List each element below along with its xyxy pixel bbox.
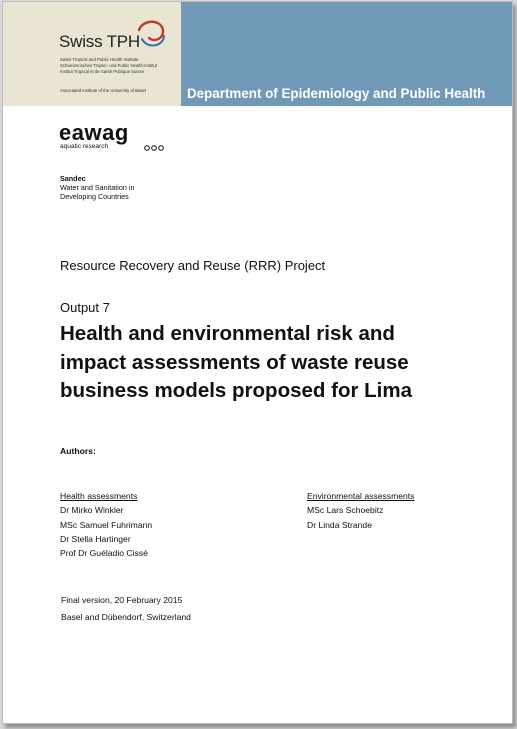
- document-title: [60, 320, 500, 406]
- swiss-tph-institute-names: [60, 57, 190, 75]
- version-date: Final version, 20 February 2015: [61, 595, 183, 605]
- health-authors-column: [60, 489, 152, 560]
- title-line: Health and environmental risk and: [60, 322, 395, 345]
- institute-name-line: Institut Tropical et de Santé Publique Suisse: [60, 69, 145, 74]
- author-name: MSc Samuel Fuhrimann: [60, 519, 153, 530]
- header-banner: [3, 2, 512, 106]
- eawag-dots-icon: [144, 144, 168, 152]
- version-block: [61, 592, 191, 625]
- associated-institute-text: Associated Institute of the University of Basel: [60, 88, 146, 93]
- title-line: business models proposed for Lima: [60, 379, 412, 402]
- swiss-tph-logo-text: Swiss TPH: [59, 32, 141, 51]
- swiss-tph-swirl-icon: [133, 16, 169, 52]
- sandec-name: Sandec: [60, 174, 86, 183]
- document-page: [2, 1, 513, 724]
- eawag-tagline: aquatic research: [60, 143, 109, 150]
- sandec-line: Developing Countries: [60, 192, 129, 201]
- health-assessments-heading: Health assessments: [60, 491, 138, 501]
- sandec-block: [60, 174, 134, 201]
- authors-heading: Authors:: [60, 446, 96, 456]
- author-name: Dr Mirko Winkler: [60, 505, 124, 516]
- department-title: Department of Epidemiology and Public Health: [187, 86, 486, 101]
- environmental-assessments-heading: Environmental assessments: [307, 491, 415, 501]
- institute-name-line: Schweizerisches Tropen- und Public Health-Institut: [60, 63, 157, 68]
- title-line: impact assessments of waste reuse: [60, 350, 409, 374]
- author-name: Prof Dr Guéladio Cissé: [60, 548, 148, 559]
- location: Basel and Dübendorf, Switzerland: [61, 611, 191, 622]
- eawag-logo: [59, 120, 129, 150]
- author-name: MSc Lars Schoebitz: [307, 505, 384, 516]
- institute-name-line: Swiss Tropical and Public Health Institute: [60, 57, 139, 62]
- environmental-authors-column: [307, 489, 414, 532]
- output-label: Output 7: [60, 300, 110, 315]
- sandec-line: Water and Sanitation in: [60, 183, 135, 192]
- eawag-logo-text: eawag: [59, 120, 129, 145]
- author-name: Dr Stella Hartinger: [60, 533, 131, 544]
- project-name: Resource Recovery and Reuse (RRR) Project: [60, 258, 326, 273]
- swiss-tph-panel: [3, 2, 181, 106]
- author-name: Dr Linda Strande: [307, 519, 372, 530]
